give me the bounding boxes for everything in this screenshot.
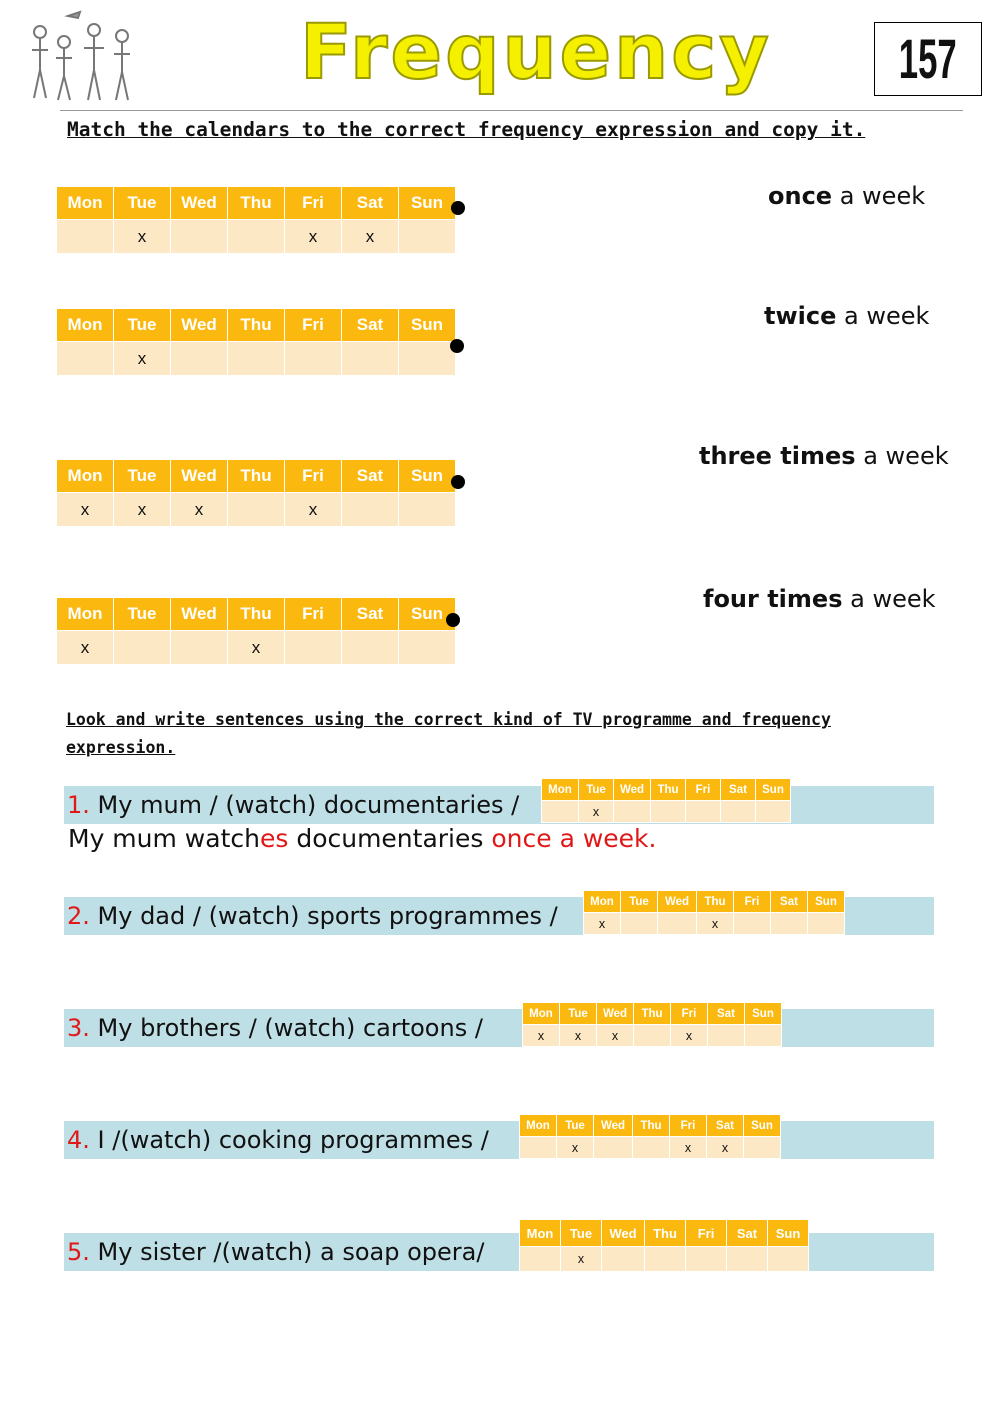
day-mark [228,220,285,254]
day-mark [771,913,808,935]
sentence-prompt: My mum / (watch) documentaries / [89,791,520,819]
match-dot-1[interactable] [451,201,465,215]
day-header: Sun [808,891,845,913]
day-mark [768,1247,809,1272]
day-mark [342,342,399,376]
day-mark [171,631,228,665]
day-mark: x [285,220,342,254]
sentence-2 [67,902,558,930]
day-header: Sat [771,891,808,913]
day-mark [633,1137,670,1159]
day-header: Fri [285,460,342,493]
day-mark [542,801,579,823]
expression-keyword: once [768,182,833,210]
day-mark [614,801,651,823]
day-mark: x [523,1025,560,1047]
day-mark [744,1137,781,1159]
day-header: Thu [697,891,734,913]
day-mark [727,1247,768,1272]
match-calendar-1 [56,186,456,254]
day-header: Fri [686,1220,727,1247]
day-mark [399,220,456,254]
expression-twice[interactable] [764,302,929,330]
day-header: Wed [171,309,228,342]
day-header: Fri [734,891,771,913]
day-mark [399,631,456,665]
day-header: Sat [721,779,756,801]
day-mark [285,631,342,665]
sentence-number: 2. [67,902,90,930]
day-mark [602,1247,645,1272]
sentence-number: 4. [67,1126,90,1154]
calendar-mark-row [57,631,456,665]
answer-frequency: once a week. [491,824,657,853]
day-header: Mon [584,891,621,913]
expression-rest: a week [836,302,930,330]
sentence-calendar-1 [541,778,791,823]
day-mark: x [560,1025,597,1047]
day-mark: x [597,1025,634,1047]
day-header: Sat [342,309,399,342]
day-mark: x [671,1025,708,1047]
day-header: Fri [285,598,342,631]
sentence-number: 3. [67,1014,90,1042]
expression-three-times[interactable] [699,442,949,470]
day-mark: x [57,493,114,527]
answer-ending: es [259,824,289,853]
day-mark [708,1025,745,1047]
day-mark [285,342,342,376]
day-header: Tue [561,1220,602,1247]
day-mark [114,631,171,665]
day-header: Sat [342,187,399,220]
page-number: 157 [899,27,957,90]
day-mark: x [697,913,734,935]
day-header: Wed [171,460,228,493]
match-dot-3[interactable] [451,475,465,489]
sentence-number: 5. [67,1238,90,1266]
expression-keyword: four times [703,585,843,613]
day-mark: x [171,493,228,527]
expression-keyword: three times [699,442,856,470]
day-header: Sun [745,1003,782,1025]
day-header: Sun [756,779,791,801]
day-mark: x [228,631,285,665]
day-mark: x [579,801,614,823]
day-mark: x [707,1137,744,1159]
day-mark [686,1247,727,1272]
day-header: Mon [57,187,114,220]
day-header: Mon [520,1115,557,1137]
day-header: Tue [114,309,171,342]
day-header: Tue [114,187,171,220]
day-mark [645,1247,686,1272]
day-header: Tue [114,460,171,493]
day-header: Fri [671,1003,708,1025]
expression-four-times[interactable] [703,585,936,613]
day-mark [520,1137,557,1159]
sentence-number: 1. [67,791,90,819]
day-mark: x [285,493,342,527]
day-header: Sun [768,1220,809,1247]
page-number-box [874,22,982,96]
expression-rest: a week [832,182,926,210]
day-header: Sun [399,460,456,493]
day-mark [621,913,658,935]
day-mark [658,913,697,935]
day-header: Thu [228,460,285,493]
day-header: Thu [651,779,686,801]
day-mark [342,493,399,527]
day-mark: x [670,1137,707,1159]
day-mark [57,220,114,254]
day-mark [756,801,791,823]
day-header: Tue [621,891,658,913]
day-header: Sat [727,1220,768,1247]
day-header: Mon [57,309,114,342]
sentence-5 [67,1238,484,1266]
day-header: Sun [399,598,456,631]
day-header: Wed [602,1220,645,1247]
day-header: Wed [614,779,651,801]
day-mark [594,1137,633,1159]
day-header: Tue [579,779,614,801]
calendar-mark-row [57,342,456,376]
day-header: Wed [171,187,228,220]
day-header: Fri [670,1115,707,1137]
day-mark [228,342,285,376]
day-mark: x [557,1137,594,1159]
day-header: Sat [708,1003,745,1025]
example-answer [68,824,656,853]
expression-keyword: twice [764,302,837,330]
day-header: Mon [542,779,579,801]
day-mark [686,801,721,823]
match-calendar-4 [56,597,456,665]
day-header: Thu [228,598,285,631]
sentence-calendar-4 [519,1114,781,1159]
page-title: Frequency [300,7,772,96]
calendar-header-row [57,598,456,631]
day-header: Thu [633,1115,670,1137]
day-header: Sun [399,309,456,342]
day-mark [171,342,228,376]
answer-text: documentaries [288,824,492,853]
day-mark [57,342,114,376]
day-mark [399,342,456,376]
day-mark: x [114,220,171,254]
sentence-1 [67,791,519,819]
day-mark: x [114,493,171,527]
day-mark [228,493,285,527]
instruction-match: Match the calendars to the correct frequency expression and copy it. [67,118,866,141]
day-mark [399,493,456,527]
day-header: Thu [645,1220,686,1247]
day-mark: x [561,1247,602,1272]
day-mark: x [114,342,171,376]
day-mark: x [584,913,621,935]
expression-rest: a week [855,442,949,470]
expression-once[interactable] [768,182,925,210]
day-header: Tue [560,1003,597,1025]
calendar-mark-row [57,493,456,527]
answer-text: My mum watch [68,824,260,853]
sentence-prompt: I /(watch) cooking programmes / [89,1126,489,1154]
day-mark: x [57,631,114,665]
expression-rest: a week [842,585,936,613]
calendar-header-row [57,309,456,342]
sentence-4 [67,1126,489,1154]
match-dot-4[interactable] [446,613,460,627]
day-mark [651,801,686,823]
day-header: Wed [594,1115,633,1137]
day-header: Sun [744,1115,781,1137]
day-header: Wed [171,598,228,631]
sentence-prompt: My sister /(watch) a soap opera/ [89,1238,485,1266]
day-header: Sun [399,187,456,220]
sentence-calendar-3 [522,1002,782,1047]
instruction-write: Look and write sentences using the correct kind of TV programme and frequency expression. [66,710,831,757]
day-mark [520,1247,561,1272]
sentence-calendar-2 [583,890,845,935]
day-header: Sat [342,460,399,493]
day-header: Fri [285,187,342,220]
day-header: Thu [634,1003,671,1025]
day-header: Sat [342,598,399,631]
header-divider [60,110,963,111]
day-mark [342,631,399,665]
sentence-prompt: My dad / (watch) sports programmes / [89,902,558,930]
calendar-mark-row [57,220,456,254]
match-dot-2[interactable] [450,339,464,353]
day-header: Sat [707,1115,744,1137]
day-header: Wed [597,1003,634,1025]
day-header: Mon [57,460,114,493]
day-header: Tue [114,598,171,631]
children-illustration [22,10,142,106]
day-mark [634,1025,671,1047]
day-header: Mon [523,1003,560,1025]
day-header: Mon [57,598,114,631]
day-mark [745,1025,782,1047]
match-calendar-2 [56,308,456,376]
day-mark [721,801,756,823]
sentence-3 [67,1014,483,1042]
sentence-calendar-5 [519,1219,809,1272]
day-header: Thu [228,309,285,342]
day-mark [734,913,771,935]
calendar-header-row [57,460,456,493]
day-header: Fri [285,309,342,342]
day-mark [171,220,228,254]
day-header: Thu [228,187,285,220]
sentence-prompt: My brothers / (watch) cartoons / [89,1014,483,1042]
match-calendar-3 [56,459,456,527]
day-header: Tue [557,1115,594,1137]
day-header: Wed [658,891,697,913]
day-mark: x [342,220,399,254]
day-mark [808,913,845,935]
day-header: Mon [520,1220,561,1247]
day-header: Fri [686,779,721,801]
calendar-header-row [57,187,456,220]
